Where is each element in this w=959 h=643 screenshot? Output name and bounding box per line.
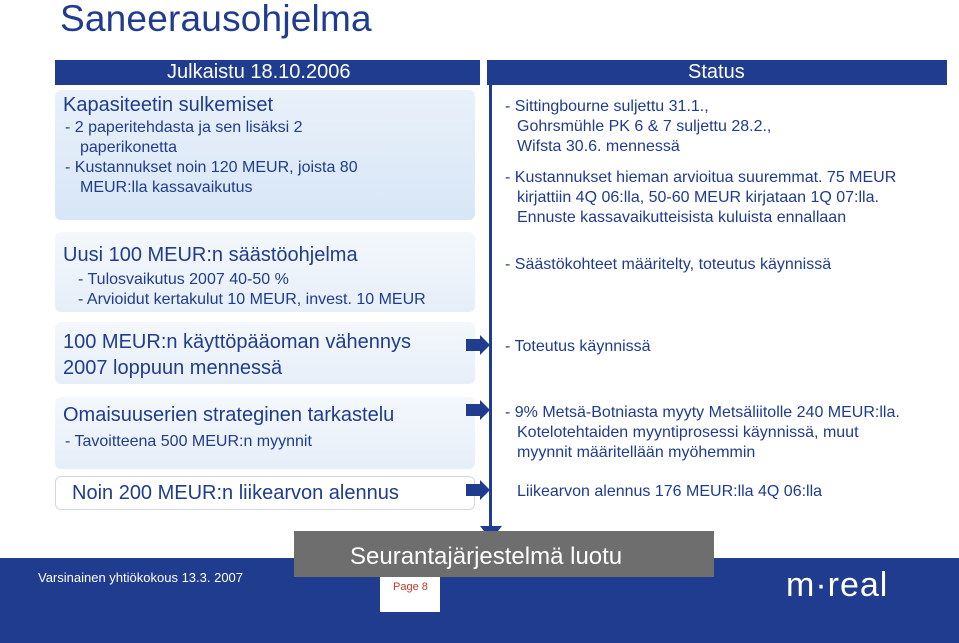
page-number: Page 8 <box>393 581 428 593</box>
working-capital-heading: 100 MEUR:n käyttöpääoman vähennys <box>63 331 411 353</box>
capacity-line: - 2 paperitehdasta ja sen lisäksi 2 <box>65 119 303 136</box>
capacity-line: - Kustannukset noin 120 MEUR, joista 80 <box>65 159 358 176</box>
mreal-logo: m·real <box>786 566 889 604</box>
timeline-line <box>489 62 492 532</box>
arrow-right-icon <box>466 480 490 500</box>
monitoring-banner-label: Seurantajärjestelmä luotu <box>350 543 623 570</box>
status-line: Kotelotehtaiden myyntiprosessi käynnissä, muut <box>517 424 859 441</box>
assets-line: - Tavoitteena 500 MEUR:n myynnit <box>65 433 312 450</box>
status-line: - Sittingbourne suljettu 31.1., <box>505 98 709 115</box>
capacity-line: MEUR:lla kassavaikutus <box>80 179 253 196</box>
right-header-label: Status <box>688 61 745 83</box>
footer-meeting: Varsinainen yhtiökokous 13.3. 2007 <box>38 570 244 585</box>
status-line: - 9% Metsä-Botniasta myyty Metsäliitolle 240 MEUR:lla. <box>505 404 900 421</box>
status-line: - Toteutus käynnissä <box>505 338 651 355</box>
assets-heading: Omaisuuserien strateginen tarkastelu <box>63 404 395 426</box>
monitoring-banner <box>294 531 714 577</box>
right-column-header <box>487 60 947 85</box>
savings-heading: Uusi 100 MEUR:n säästöohjelma <box>63 244 358 266</box>
ebit-heading: Noin 200 MEUR:n liikearvon alennus <box>72 482 399 504</box>
status-line: Ennuste kassavaikutteisista kuluista ennallaan <box>517 209 847 226</box>
left-column-header <box>55 60 480 85</box>
left-header-label: Julkaistu 18.10.2006 <box>167 61 351 83</box>
capacity-heading: Kapasiteetin sulkemiset <box>63 94 274 116</box>
savings-line: - Arvioidut kertakulut 10 MEUR, invest. 10 MEUR <box>78 291 426 308</box>
status-line: Gohrsmühle PK 6 & 7 suljettu 28.2., <box>517 118 772 135</box>
status-line: - Kustannukset hieman arvioitua suuremmat. 75 MEUR <box>505 169 897 186</box>
arrow-right-icon <box>466 400 490 420</box>
status-line: - Säästökohteet määritelty, toteutus käynnissä <box>505 256 832 273</box>
working-capital-heading: 2007 loppuun mennessä <box>63 357 283 379</box>
status-line: Wifsta 30.6. mennessä <box>517 138 680 155</box>
status-line: kirjattiin 4Q 06:lla, 50-60 MEUR kirjataan 1Q 07:lla. <box>517 189 879 206</box>
capacity-line: paperikonetta <box>80 139 177 156</box>
slide-title: Saneerausohjelma <box>60 0 372 39</box>
status-line: myynnit määritellään myöhemmin <box>517 444 756 461</box>
arrow-right-icon <box>466 335 490 355</box>
savings-line: - Tulosvaikutus 2007 40-50 % <box>78 271 289 288</box>
status-line: Liikearvon alennus 176 MEUR:lla 4Q 06:lla <box>517 483 823 500</box>
